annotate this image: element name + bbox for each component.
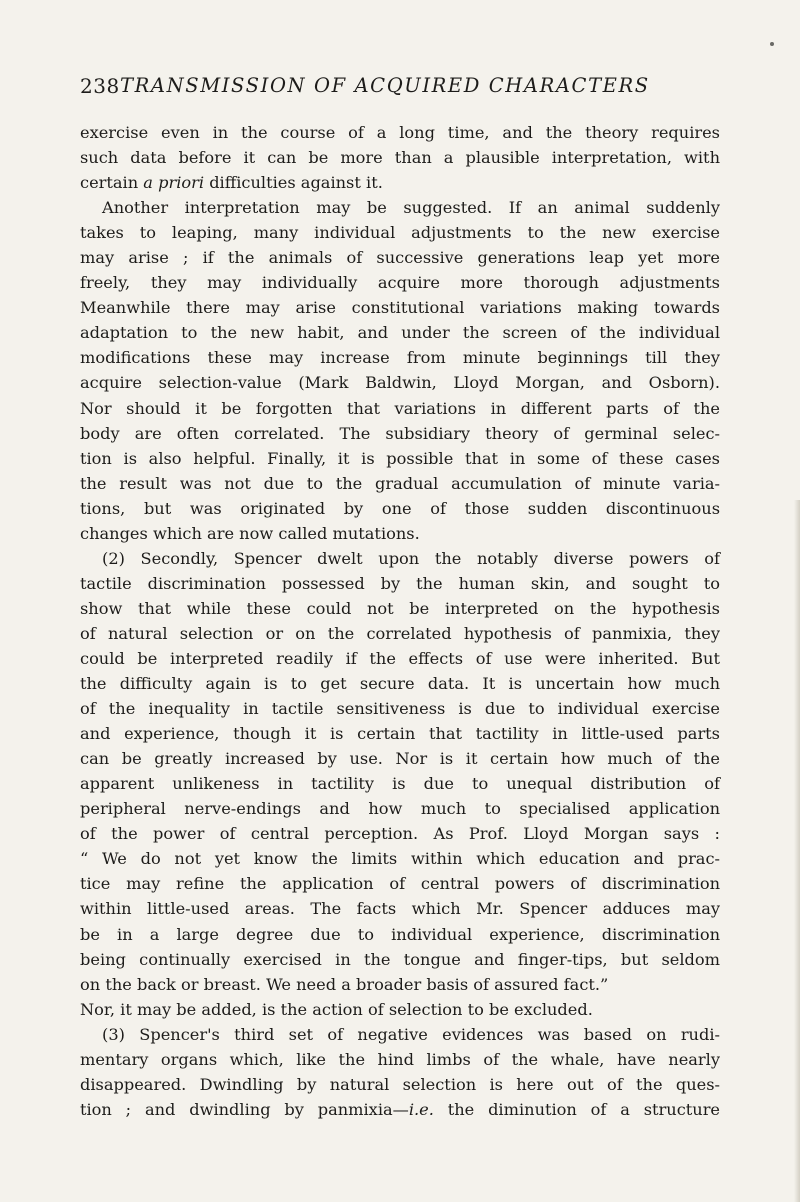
text-line: the difficulty again is to get secure data. It is uncertain how much xyxy=(80,674,720,694)
text-line: and experience, though it is certain that tactility in little-used parts xyxy=(80,724,720,744)
text-line: exercise even in the course of a long time, and the theory requires xyxy=(80,123,720,142)
quote-line: tice may refine the application of central powers of discrimination xyxy=(80,874,720,894)
italic-abbreviation: i.e. xyxy=(408,1099,434,1119)
text-fragment: the diminution of a structure xyxy=(433,1099,721,1119)
text-line: can be greatly increased by use. Nor is it certain how much of the xyxy=(80,749,720,769)
text-line: adaptation to the new habit, and under the screen of the individual xyxy=(80,323,720,343)
text-line xyxy=(80,170,720,195)
text-line: freely, they may individually acquire more thorough adjustments xyxy=(80,273,720,293)
text-line: tion is also helpful. Finally, it is possible that in some of these cases xyxy=(80,448,720,468)
quote-line: “ We do not yet know the limits within which education and prac- xyxy=(80,849,720,869)
text-line: show that while these could not be interpreted on the hypothesis xyxy=(80,598,720,618)
text-line: takes to leaping, many individual adjustments to the new exercise xyxy=(80,223,720,243)
text-fragment: certain xyxy=(80,173,144,193)
text-line: disappeared. Dwindling by natural selection is here out of the ques- xyxy=(80,1074,720,1094)
text-line: body are often correlated. The subsidiary theory of germinal selec- xyxy=(80,423,720,443)
running-head: TRANSMISSION OF ACQUIRED CHARACTERS xyxy=(120,74,650,97)
text-line: such data before it can be more than a plausible interpretation, with xyxy=(80,148,720,168)
body-text xyxy=(80,120,720,1122)
text-line: changes which are now called mutations. xyxy=(80,523,420,543)
paragraph-first-line: Another interpretation may be suggested. If an animal suddenly xyxy=(102,198,720,218)
text-fragment: difficulties against it. xyxy=(204,173,383,193)
text-line: the result was not due to the gradual accumulation of minute varia- xyxy=(80,473,720,493)
text-line: may arise ; if the animals of successive generations leap yet more xyxy=(80,248,720,268)
page-edge-shadow xyxy=(794,500,800,1202)
text-line: acquire selection-value (Mark Baldwin, Lloyd Morgan, and Osborn). xyxy=(80,373,720,393)
paragraph-first-line: (3) Spencer's third set of negative evidences was based on rudi- xyxy=(102,1024,720,1044)
text-line xyxy=(80,1097,720,1122)
text-line: tactile discrimination possessed by the human skin, and sought to xyxy=(80,573,720,593)
page-number: 238 xyxy=(80,74,120,98)
text-line: apparent unlikeness in tactility is due to unequal distribution of xyxy=(80,774,720,794)
quote-line: on the back or breast. We need a broader basis of assured fact.” xyxy=(80,974,609,994)
text-line: could be interpreted readily if the effects of use were inherited. But xyxy=(80,648,720,668)
text-line: tions, but was originated by one of those sudden discontinuous xyxy=(80,498,720,518)
text-line: Nor, it may be added, is the action of selection to be excluded. xyxy=(80,999,593,1019)
italic-phrase: a priori xyxy=(143,173,205,193)
text-line: peripheral nerve-endings and how much to specialised application xyxy=(80,799,720,819)
page-speck xyxy=(770,42,774,46)
quote-line: being continually exercised in the tongue and finger-tips, but seldom xyxy=(80,949,720,969)
quote-line: be in a large degree due to individual experience, discrimination xyxy=(80,924,720,944)
text-line: Nor should it be forgotten that variations in different parts of the xyxy=(80,398,720,418)
quote-line: within little-used areas. The facts which Mr. Spencer adduces may xyxy=(80,899,720,919)
text-line: Meanwhile there may arise constitutional variations making towards xyxy=(80,298,720,318)
text-line: of the inequality in tactile sensitiveness is due to individual exercise xyxy=(80,699,720,719)
text-line: modifications these may increase from minute beginnings till they xyxy=(80,348,720,368)
page-header xyxy=(80,74,720,104)
text-line: of the power of central perception. As Prof. Lloyd Morgan says : xyxy=(80,824,720,844)
text-fragment: tion ; and dwindling by panmixia— xyxy=(80,1099,409,1119)
paragraph-first-line: (2) Secondly, Spencer dwelt upon the notably diverse powers of xyxy=(102,548,720,568)
text-line: mentary organs which, like the hind limbs of the whale, have nearly xyxy=(80,1049,720,1069)
text-line: of natural selection or on the correlated hypothesis of panmixia, they xyxy=(80,623,720,643)
